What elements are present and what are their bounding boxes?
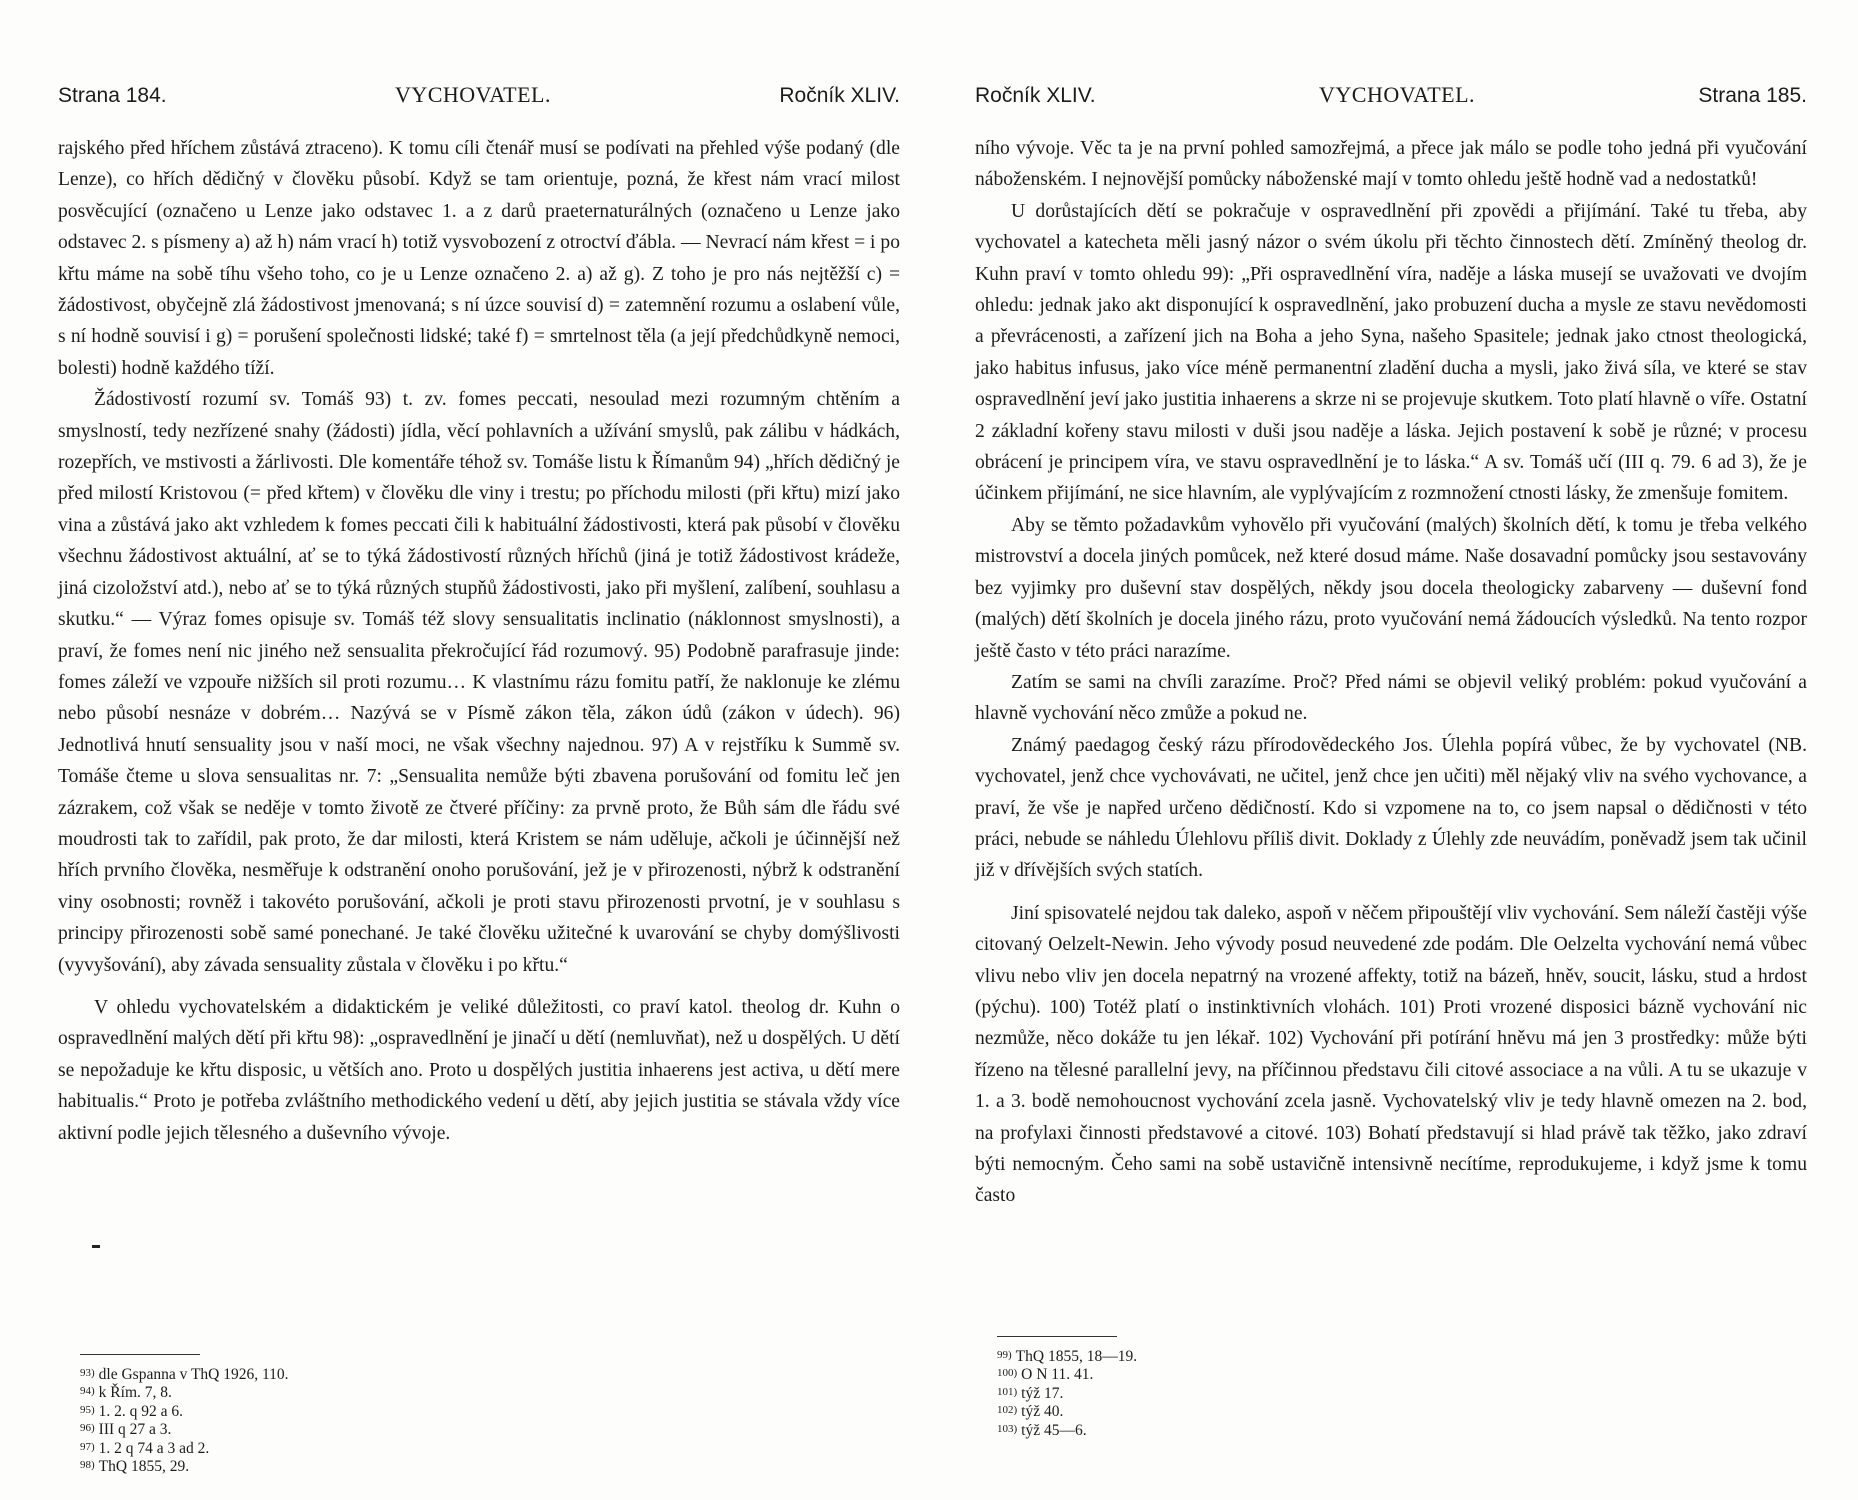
left-paragraph-2: Žádostivostí rozumí sv. Tomáš 93) t. zv. fomes peccati, nesoulad mezi rozumným chtěním a smyslností, tedy nezřízené snahy (žádosti) jídla, věcí pohlavních a užívání smyslů, pak zálibu v hádkách, rozepřích, ve mstivosti a žárlivosti. Dle komentáře téhož sv. Tomáše listu k Římanům 94) „hřích dědičný je před milostí Kristovou (= před křtem) v člověku dle viny i trestu; po příchodu milosti (při křtu) mizí jako vina a zůstává jako akt vzhledem k fomes peccati čili k habituální žádostivosti, která pak působí v člověku všechnu žádostivost aktuální, ať se to týká žádostivostí různých hříchů (jiná je totiž žádostivost krádeže, jiná cizoložství atd.), nebo ať se to týká různých stupňů žádostivosti, jako při myšlení, zalíbení, souhlasu a skutku.“ — Výraz fomes opisuje sv. Tomáš též slovy sensualitatis inclinatio (náklonnost smyslnosti), a praví, že fomes není nic jiného než sensualita překročující řád rozumový. 95) Podobně parafrasuje jinde: fomes záleží ve vzpouře nižších sil proti rozumu… K vlastnímu rázu fomitu patří, že naklonuje ke zlému nebo působí nesnáze v dobrém… Nazývá se v Písmě zákon těla, zákon údů (zákon v údech). 96) Jednotlivá hnutí sensuality jsou v naší moci, ne však všechny najednou. 97) A v rejstříku k Summě sv. Tomáše čteme u slova sensualitas nr. 7: „Sensualita nemůže býti zbavena porušování od fomitu leč jen zázrakem, což však se neděje v tomto životě ze čtveré příčiny: za prvně proto, že Bůh sám dle řádu své moudrosti tak to zařídil, pak proto, že dar milosti, která Kristem se nám uděluje, ačkoli je účinnější než hřích prvního člověka, nesměřuje k odstranění onoho porušování, jež je v přirozenosti, nýbrž k odstranění viny osobnosti; rovněž i takovéto porušování, ačkoli je proti stavu přirozenosti prvotní, je v souhlasu s principy přirozenosti sobě samé ponechané. Je také člověku užitečné k uvarování se chyby domýšlivosti (vyvyšování), aby závada sensuality zůstala v člověku i po křtu.“ [58,389,900,976]
right-page [975,0,1807,1500]
right-paragraph-3: Aby se těmto požadavkům vyhovělo při vyučování (malých) školních dětí, k tomu je třeba velkého mistrovství a docela jiných pomůcek, než které dosud máme. Naše dosavadní pomůcky jsou sestavovány bez vyjimky pro duševní stav dospělých, někdy jsou docela theologicky zabarveny — duševní fond (malých) dětí školních je docela jiného rázu, proto vyučování nemá žádoucích výsledků. Na tento rozpor ještě často v této práci narazíme. [975,514,1807,662]
footnote: 101) týž 17. [997,1384,1064,1402]
left-footnote-rule [80,1354,200,1355]
left-paragraph-3: V ohledu vychovatelském a didaktickém je veliké důležitosti, co praví katol. theolog dr. Kuhn o ospravedlnění malých dětí při křtu 98): „ospravedlnění je jinačí u dětí (nemluvňat), než u dospělých. U dětí se nepožaduje ke křtu disposic, u větších ano. Proto u dospělých justitia inhaerens jest activa, u dětí mere habitualis.“ Proto je potřeba zvláštního methodického vedení u dětí, aby jejich justitia se stávala vždy více aktivní podle jejich tělesného a duševního vývoje. [58,996,900,1144]
left-page [58,0,900,1500]
left-running-head [58,82,900,112]
footnote: 102) týž 40. [997,1403,1064,1421]
left-footnotes [80,1365,900,1475]
right-running-head [975,82,1807,112]
footnote: 94) k Řím. 7, 8. [80,1384,172,1402]
footnote: 103) týž 45—6. [997,1421,1087,1439]
right-volume: Ročník XLIV. [975,84,1096,107]
right-paragraph-4: Zatím se sami na chvíli zarazíme. Proč? Před námi se objevil veliký problém: pokud vyučování a hlavně vychování něco zmůže a pokud ne. [975,671,1807,725]
right-footnotes [997,1347,1807,1439]
right-paragraph-2: U dorůstajících dětí se pokračuje v ospravedlnění při zpovědi a přijímání. Také tu třeba, aby vychovatel a katecheta měli jasný názor o svém úkolu při těchto činnostech dětí. Zmíněný theolog dr. Kuhn praví v tomto ohledu 99): „Při ospravedlnění víra, naděje a láska musejí se uvažovati ve dvojím ohledu: jednak jako akt disponující k ospravedlnění, jako probuzení ducha a mysle ze stavu nevědomosti a převrácenosti, a zařízení jich na Boha a jeho Syna, našeho Spasitele; jednak jako ctnost theologická, jako habitus infusus, jako více méně permanentní zladění ducha a mysli, jako živá síla, ve které se stav ospravedlnění jeví jako justitia inhaerens a skrze ni se projevuje skutkem. Toto platí hlavně o víře. Ostatní 2 základní kořeny stavu milosti v duši jsou naděje a láska. Jejich postavení k sobě je různé; v procesu obrácení je principem víra, ve stavu ospravedlnění je to láska.“ A sv. Tomáš učí (III q. 79. 6 ad 3), že je účinkem přijímání, ne sice hlavním, ale vyplývajícím z rozmnožení ctnosti lásky, že zmenšuje fomitem. [975,200,1807,505]
right-footnote-rule [997,1336,1117,1337]
right-paragraph-5: Známý paedagog český rázu přírodovědeckého Jos. Úlehla popírá vůbec, že by vychovatel (NB. vychovatel, jenž chce vychovávati, ne učitel, jenž chce jen učiti) měl nějaký vliv na svého vychovance, a praví, že vše je napřed určeno dědičností. Kdo si vzpomene na to, co jsem napsal o dědičnosti v této práci, nebude se náhledu Úlehlovu příliš divit. Doklady z Úlehly zde neuvádím, poněvadž jsem tak učinil již v dřívějších svých statích. [975,734,1807,882]
footnote: 95) 1. 2. q 92 a 6. [80,1402,184,1420]
right-paragraph-1: ního vývoje. Věc ta je na první pohled samozřejmá, a přece jak málo se podle toho jedná při vyučování náboženském. I nejnovější pomůcky náboženské mají v tomto ohledu ještě hodně vad a nedostatků! [975,138,1807,191]
left-volume: Ročník XLIV. [779,84,900,107]
margin-mark [92,1245,100,1248]
left-page-number: Strana 184. [58,84,167,107]
footnote: 99) ThQ 1855, 18—19. [997,1348,1138,1365]
right-body-text [975,133,1807,1212]
footnote: 98) ThQ 1855, 29. [80,1458,190,1476]
footnote: 100) O N 11. 41. [997,1366,1094,1384]
right-journal-title: VYCHOVATEL. [1319,82,1476,107]
footnote: 97) 1. 2 q 74 a 3 ad 2. [80,1439,210,1457]
right-page-number: Strana 185. [1698,84,1807,107]
footnote: 96) III q 27 a 3. [80,1421,172,1439]
left-journal-title: VYCHOVATEL. [394,82,551,107]
footnote: 93) dle Gspanna v ThQ 1926, 110. [80,1366,289,1383]
right-paragraph-6: Jiní spisovatelé nejdou tak daleko, aspoň v něčem připouštějí vliv vychování. Sem náleží častěji výše citovaný Oelzelt-Newin. Jeho vývody posud neuvedené zde podám. Dle Oelzelta vychování nemá vůbec vlivu nebo vliv jen docela nepatrný na vrozené affekty, totiž na bázeň, hněv, soucit, lásku, stud a hrdost (pýchu). 100) Totéž platí o instinktivních vlohách. 101) Proti vrozené disposici bázně vychování nic nezmůže, něco dokáže tu jen lékař. 102) Vychování při potírání hněvu má jen 3 prostředky: může býti řízeno na tělesné parallelní jevy, na příčinnou představu čili citové associace a na vůli. A tu se ukazuje v 1. a 3. bodě nemohoucnost vychování zcela jasně. Vychovatelský vliv je tedy hlavně omezen na 2. bod, na profylaxi činnosti představové a citové. 103) Bohatí představují si hlad právě tak těžko, jako zdraví býti nemocným. Čeho sami na sobě ustavičně intensivně necítíme, reprodukujeme, i když jsme k tomu často [975,902,1807,1207]
left-paragraph-1: rajského před hříchem zůstává ztraceno). K tomu cíli čtenář musí se podívati na přehled výše podaný (dle Lenze), co hřích dědičný v člověku působí. Když se tam orientuje, pozná, že křest nám vrací milost posvěcující (označeno u Lenze jako odstavec 1. a z darů praeternaturálných (označeno u Lenze jako odstavec 2. s písmeny a) až h) nám vrací h) totiž vysvobození z otroctví ďábla. — Nevrací nám křest = i po křtu máme na sobě tíhu všeho toho, co je u Lenze označeno 2. a) až g). Z toho je pro nás nejtěžší c) = žádostivost, obyčejně zlá žádostivost jmenovaná; s ní úzce souvisí d) = zatemnění rozumu a oslabení vůle, s ní hodně souvisí i g) = porušení společnosti lidské; také f) = smrtelnost těla (a její předchůdkyně nemoci, bolesti) hodně každého tíží. [58,138,900,379]
left-body-text [58,133,900,1149]
